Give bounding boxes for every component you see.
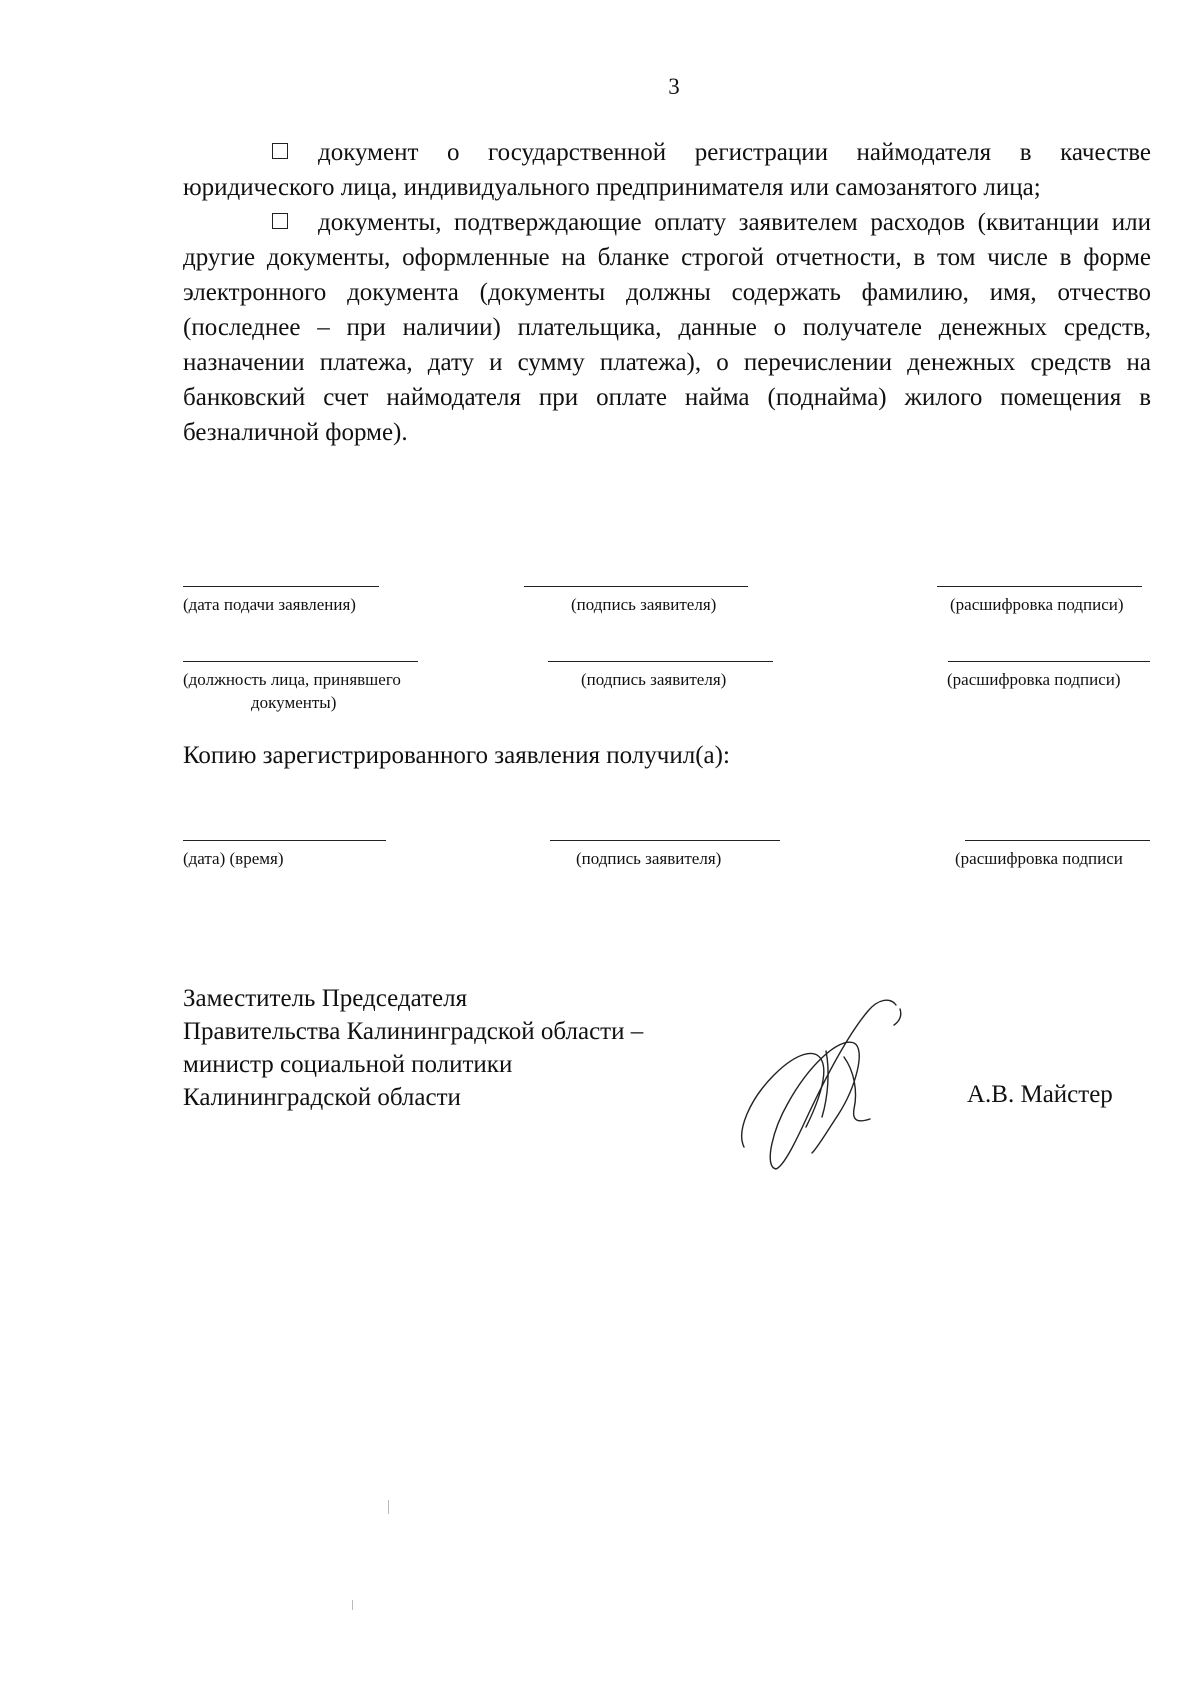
item-text: документ о государственной регистрации наймодателя в качестве юридического лица, индивидуального предпринимателя или самозанятого лица; xyxy=(183,139,1151,201)
position-caption: (должность лица, принявшего xyxy=(183,670,401,689)
transcript-caption: (расшифровка подписи) xyxy=(947,670,1121,689)
transcript-caption: (расшифровка подписи) xyxy=(950,595,1124,614)
transcript-line[interactable] xyxy=(937,586,1142,587)
position-caption-cont: документы) xyxy=(251,693,337,712)
datetime-line[interactable] xyxy=(183,840,386,841)
signature-row-1 xyxy=(0,586,1200,656)
official-title-line: министр социальной политики xyxy=(183,1051,513,1078)
signature-caption: (подпись заявителя) xyxy=(581,670,727,689)
scan-artifact xyxy=(388,1500,389,1514)
handwritten-signature xyxy=(726,991,906,1171)
transcript-caption: (расшифровка подписи xyxy=(955,849,1123,868)
signature-line[interactable] xyxy=(524,586,748,587)
page-number: 3 xyxy=(668,74,680,99)
date-caption: (дата подачи заявления) xyxy=(183,595,356,614)
checkbox[interactable] xyxy=(272,213,288,229)
signature-row-2 xyxy=(0,661,1200,731)
scan-artifact xyxy=(352,1600,353,1610)
signature-row-3 xyxy=(0,840,1200,910)
signature-caption: (подпись заявителя) xyxy=(571,595,717,614)
datetime-caption: (дата) (время) xyxy=(183,849,284,868)
transcript-line[interactable] xyxy=(948,661,1150,662)
signature-line[interactable] xyxy=(548,661,773,662)
position-line[interactable] xyxy=(183,661,418,662)
document-body xyxy=(183,135,1151,450)
copy-received-text: Копию зарегистрированного заявления получил(а): xyxy=(183,742,730,769)
list-item xyxy=(183,205,1151,450)
official-title-line: Заместитель Председателя xyxy=(183,985,468,1012)
date-line[interactable] xyxy=(183,586,379,587)
official-title xyxy=(183,982,643,1114)
official-title-line: Правительства Калининградской области – xyxy=(183,1018,644,1045)
checkbox[interactable] xyxy=(272,143,288,159)
item-text: документы, подтверждающие оплату заявителем расходов (квитанции или другие документы, оформленные на бланке строгой отчетности, в том числе в форме электронного документа (документы должны содержать фамилию, имя, отчество (последнее – при наличии) плательщика, данные о получателе денежных средств, назначении платежа, дату и сумму платежа), о перечислении денежных средств на банковский счет наймодателя при оплате найма (поднайма) жилого помещения в безналичной форме). xyxy=(183,209,1151,446)
signature-caption: (подпись заявителя) xyxy=(576,849,722,868)
signature-line[interactable] xyxy=(550,840,780,841)
transcript-line[interactable] xyxy=(965,840,1150,841)
official-title-line: Калининградской области xyxy=(183,1084,461,1111)
list-item xyxy=(183,135,1151,205)
signatory-name: А.В. Майстер xyxy=(967,1081,1113,1108)
